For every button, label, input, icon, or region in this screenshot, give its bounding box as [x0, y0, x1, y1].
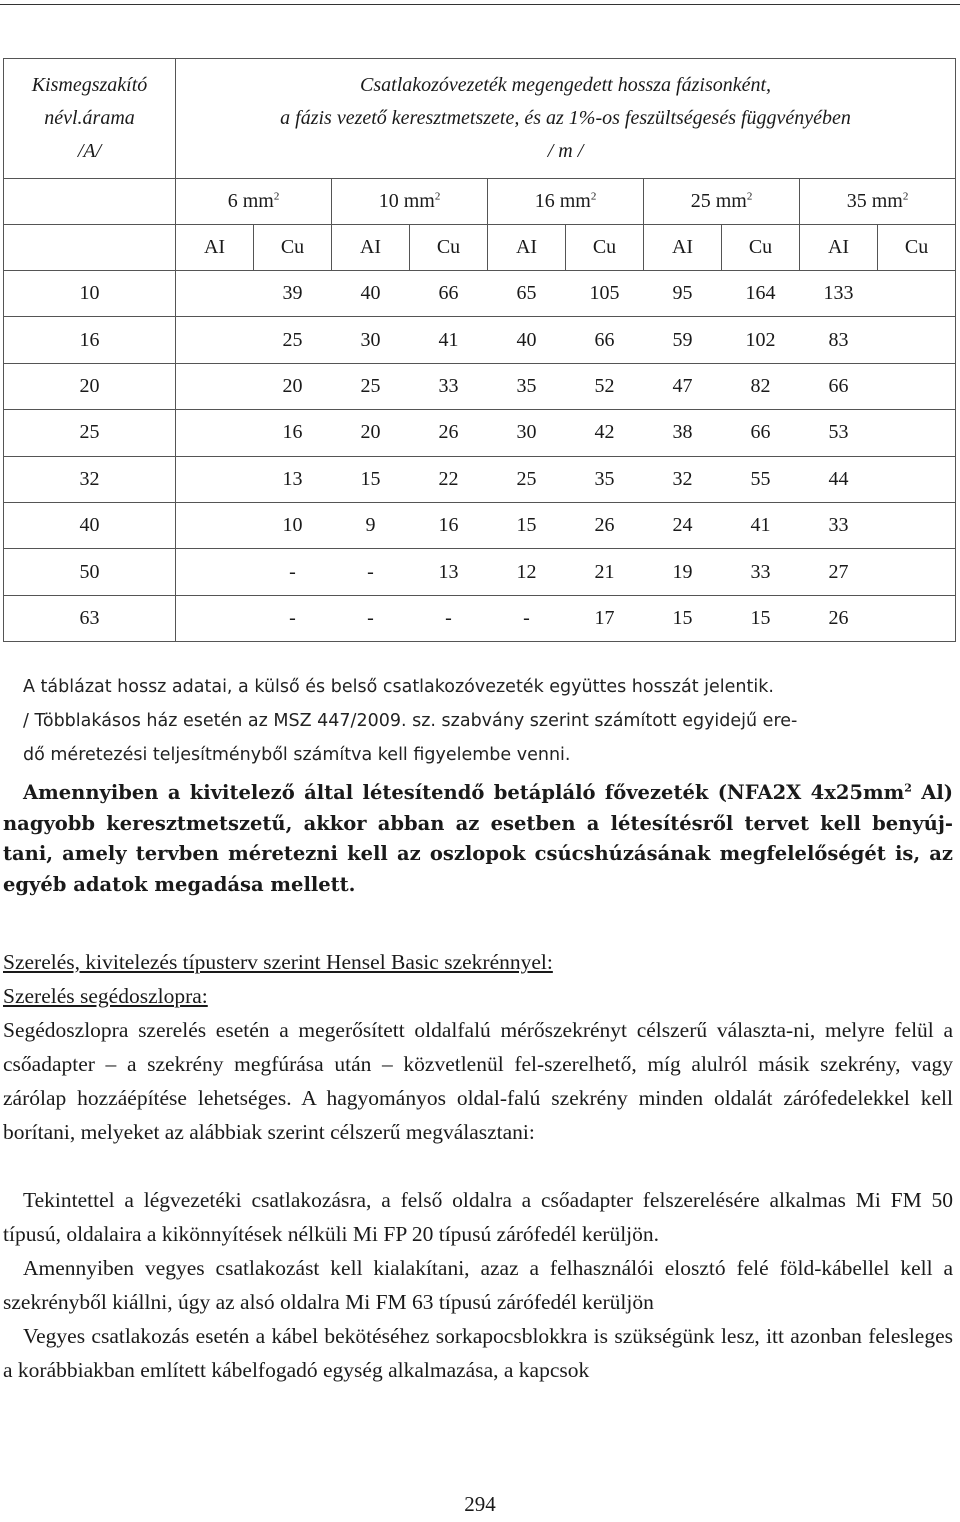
size-16: 16 $mm^2$: [488, 179, 644, 225]
value-cell: 39: [254, 271, 332, 317]
material-cell: Cu: [566, 225, 644, 271]
section-heading-2: Szerelés segédoszlopra:: [3, 984, 208, 1008]
table-row: [4, 363, 956, 409]
value-cell: 30: [332, 317, 410, 363]
value-cell: 24: [644, 502, 722, 548]
breaker-amp-cell: 10: [4, 271, 176, 317]
value-cell: 42: [566, 410, 644, 456]
value-cell: 66: [566, 317, 644, 363]
value-cell: 164: [722, 271, 800, 317]
material-cell: AI: [488, 225, 566, 271]
paragraph-3: Amennyiben vegyes csatlakozást kell kialakítani, azaz a felhasználói elosztó felé föld-kábellel kell a szekrényből kiállni, úgy az alsó oldalra Mi FM 63 típusú zárófedél kerüljön: [3, 1256, 953, 1314]
value-cell: 26: [566, 502, 644, 548]
value-cell: 40: [332, 271, 410, 317]
value-cell: 26: [410, 410, 488, 456]
value-cell: 21: [566, 549, 644, 595]
breaker-header-line-1: Kismegszakító: [31, 74, 148, 96]
value-cell: 38: [644, 410, 722, 456]
table-row: [4, 271, 956, 317]
table-header-row: [4, 59, 956, 179]
table-row: [4, 410, 956, 456]
length-header-line-2: a fázis vezető keresztmetszete, és az 1%-os feszültségesés függvényében: [280, 107, 851, 129]
value-cell: 40: [488, 317, 566, 363]
value-cell: 16: [410, 502, 488, 548]
value-cell: -: [332, 549, 410, 595]
table-note-3: dő méretezési teljesítményből számítva kell figyelembe venni.: [23, 745, 571, 765]
size-25: 25 $mm^2$: [644, 179, 800, 225]
value-cell: 17: [566, 595, 644, 641]
value-cell: -: [254, 595, 332, 641]
material-cell: Cu: [878, 225, 956, 271]
breaker-amp-cell: 25: [4, 410, 176, 456]
breaker-amp-cell: 16: [4, 317, 176, 363]
material-cell: AI: [644, 225, 722, 271]
value-cell: 52: [566, 363, 644, 409]
breaker-rating-header: [4, 59, 176, 179]
value-cell: -: [332, 595, 410, 641]
value-cell: 105: [566, 271, 644, 317]
value-cell: 133: [800, 271, 878, 317]
value-cell: 26: [800, 595, 878, 641]
value-cell: 66: [410, 271, 488, 317]
value-cell: 25: [332, 363, 410, 409]
value-cell: 20: [332, 410, 410, 456]
size-10: 10 $mm^2$: [332, 179, 488, 225]
value-cell: 19: [644, 549, 722, 595]
value-cell: 44: [800, 456, 878, 502]
value-cell: 35: [488, 363, 566, 409]
paragraph-2: Tekintettel a légvezetéki csatlakozásra, a felső oldalra a csőadapter felszerelésére alkalmas Mi FM 50 típusú, oldalaira a kikönnyítések nélküli Mi FP 20 típusú zárófedél kerüljön.: [3, 1188, 953, 1246]
cross-section-row: [4, 179, 956, 225]
value-cell: 22: [410, 456, 488, 502]
value-cell: 16: [254, 410, 332, 456]
table-row: [4, 595, 956, 641]
value-cell: 10: [254, 502, 332, 548]
material-cell: Cu: [254, 225, 332, 271]
value-cell: 66: [800, 363, 878, 409]
table-note-1: A táblázat hossz adatai, a külső és belső csatlakozóvezeték együttes hosszát jelentik.: [23, 677, 774, 697]
bold-paragraph: Amennyiben a kivitelező által létesítendő betápláló fővezeték (NFA2X $4x25mm^2$ Al) nagyobb keresztmetszetű, akkor abban az esetben a létesítésről tervet kell benyúj-tani, amely tervben méretezni kell az oszlopok csúcshúzásának megfelelőségét is, az egyéb adatok megadása mellett.: [3, 781, 953, 896]
breaker-header-line-3: /A/: [77, 140, 102, 162]
breaker-amp-cell: 40: [4, 502, 176, 548]
size-35: 35 $mm^2$: [800, 179, 956, 225]
length-header-line-3: / m /: [547, 140, 584, 162]
paragraph-4: Vegyes csatlakozás esetén a kábel bekötéséhez sorkapocsblokkra is szükségünk lesz, itt azonban felesleges a korábbiakban említett kábelfogadó egység alkalmazása, a kapcsok: [3, 1324, 953, 1382]
value-cell: 41: [410, 317, 488, 363]
length-header: [176, 59, 956, 179]
value-cell: 15: [332, 456, 410, 502]
table-row: [4, 456, 956, 502]
value-cell: 47: [644, 363, 722, 409]
value-cell: 15: [722, 595, 800, 641]
value-cell: 12: [488, 549, 566, 595]
value-cell: 13: [254, 456, 332, 502]
value-cell: 13: [410, 549, 488, 595]
value-cell: 53: [800, 410, 878, 456]
table-row: [4, 549, 956, 595]
value-cell: 15: [488, 502, 566, 548]
value-cell: 9: [332, 502, 410, 548]
table-note-2: / Többlakásos ház esetén az MSZ 447/2009. sz. szabvány szerint számított egyidejű ere-: [23, 711, 798, 731]
value-cell: 30: [488, 410, 566, 456]
value-cell: 15: [644, 595, 722, 641]
value-cell: 20: [254, 363, 332, 409]
material-cell: Cu: [722, 225, 800, 271]
material-row: [4, 225, 956, 271]
value-cell: -: [254, 549, 332, 595]
value-cell: -: [410, 595, 488, 641]
value-cell: 33: [800, 502, 878, 548]
value-cell: 82: [722, 363, 800, 409]
breaker-amp-cell: 32: [4, 456, 176, 502]
breaker-amp-cell: 50: [4, 549, 176, 595]
material-cell: AI: [800, 225, 878, 271]
value-cell: -: [488, 595, 566, 641]
value-cell: 41: [722, 502, 800, 548]
page-number: 294: [464, 1492, 496, 1516]
value-cell: 65: [488, 271, 566, 317]
table-row: [4, 502, 956, 548]
material-cell: Cu: [410, 225, 488, 271]
value-cell: 102: [722, 317, 800, 363]
value-cell: 27: [800, 549, 878, 595]
value-cell: 32: [644, 456, 722, 502]
value-cell: 33: [410, 363, 488, 409]
value-cell: 95: [644, 271, 722, 317]
value-cell: 66: [722, 410, 800, 456]
breaker-header-line-2: névl.árama: [44, 107, 135, 129]
value-cell: 33: [722, 549, 800, 595]
value-cell: 25: [254, 317, 332, 363]
material-cell: AI: [176, 225, 254, 271]
section-heading-1: Szerelés, kivitelezés típusterv szerint Hensel Basic szekrénnyel:: [3, 950, 553, 974]
breaker-amp-cell: 63: [4, 595, 176, 641]
value-cell: 55: [722, 456, 800, 502]
value-cell: 59: [644, 317, 722, 363]
value-cell: 83: [800, 317, 878, 363]
material-cell: AI: [332, 225, 410, 271]
size-6: 6 $mm^2$: [176, 179, 332, 225]
value-cell: 25: [488, 456, 566, 502]
breaker-amp-cell: 20: [4, 363, 176, 409]
cable-length-table: [3, 58, 956, 642]
length-header-line-1: Csatlakozóvezeték megengedett hossza fázisonként,: [360, 74, 772, 96]
paragraph-1: Segédoszlopra szerelés esetén a megerősített oldalfalú mérőszekrényt célszerű választa-ni, melyre felül a csőadapter – a szekrény megfúrása után – közvetlenül fel-szerelhető, míg alulról másik szekrény, vagy zárólap hozzáépítése lehetséges. A hagyományos oldal-falú szekrény minden oldalát zárófedelekkel kell borítani, melyeket az alábbiak szerint célszerű megválasztani:: [3, 1018, 953, 1144]
value-cell: 35: [566, 456, 644, 502]
top-rule: [0, 4, 960, 5]
table-row: [4, 317, 956, 363]
